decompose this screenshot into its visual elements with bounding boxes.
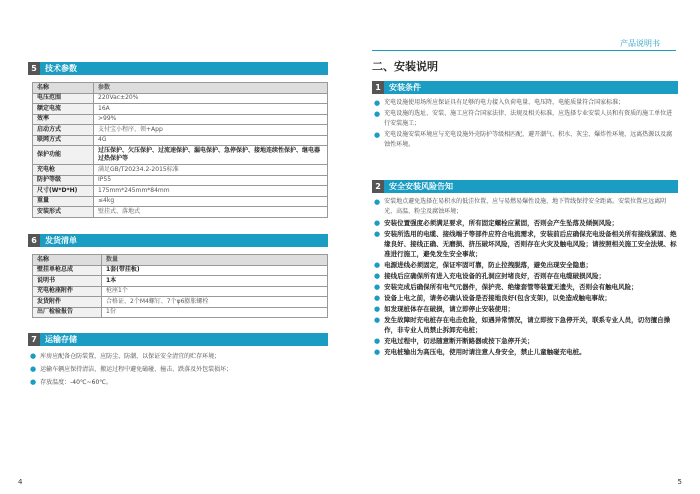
- list-item-text: 如发现桩体存在破损，请立即停止安装使用；: [384, 305, 515, 313]
- section-title: 安全安装风险告知: [389, 182, 453, 191]
- list-item: [374, 336, 678, 346]
- cell-key: 防护等级: [33, 175, 94, 186]
- section-header-shipping: [28, 234, 328, 247]
- list-item-text: 接线后应确保所有进入充电设备的孔洞应封堵良好，否则存在电缆破损风险；: [384, 272, 606, 280]
- table-row: [33, 276, 328, 287]
- cell-value: 枪座1个: [102, 286, 328, 297]
- list-item: [374, 315, 678, 335]
- list-item: [374, 197, 678, 217]
- list-item: [374, 229, 678, 259]
- shipping-table: [32, 254, 328, 318]
- section-title: 安装条件: [389, 83, 421, 92]
- cell-key: 壁挂单枪总成: [33, 265, 102, 276]
- table-row: [33, 297, 328, 308]
- document-header: 产品说明书: [620, 39, 660, 48]
- list-item-text: 安装位置强度必须满足要求，所有固定螺栓应紧固，否则会产生坠落及倾倒风险；: [384, 219, 619, 227]
- table-row: [33, 265, 328, 276]
- cell-key: 尺寸(W*D*H): [33, 186, 94, 197]
- list-item: [30, 365, 330, 374]
- bullet-icon: ●: [30, 378, 37, 386]
- cell-value: 4G: [94, 135, 328, 146]
- bullet-icon: ●: [374, 305, 381, 313]
- bullet-icon: ●: [374, 131, 381, 139]
- bullet-icon: ●: [374, 99, 381, 107]
- list-item-text: 安装所选用的电缆、接线端子等部件应符合电流需求，安装前后应确保充电设备相关所有接线紧固、绝缘良好、接线正确、无磨损、挤压破坏风险，否则存在火灾及触电风险；请按照相关施工安全法规、标准进行施工，避免发生安全事故；: [384, 230, 677, 258]
- section-number: 2: [372, 180, 384, 193]
- table-row: [33, 83, 328, 94]
- bullet-icon: ●: [374, 337, 381, 345]
- right-page: [350, 0, 700, 494]
- cell-value: ≤4kg: [94, 196, 328, 207]
- cell-value: IP55: [94, 175, 328, 186]
- list-item: [374, 347, 678, 357]
- section-header-risks: [372, 180, 678, 193]
- table-row: [33, 165, 328, 176]
- list-item-text: 充电设施的选址、安装、施工应符合国家法律、法规及相关标准，应选择专业安装人员和有资质的施工单位进行安装施工；: [384, 110, 673, 127]
- list-item-text: 安装完成后确保所有电气元器件，保护壳、绝缘套管等装置无遗失，否则会有触电风险；: [384, 283, 638, 291]
- list-item: [374, 282, 678, 292]
- header-divider: [372, 50, 676, 51]
- bullet-icon: ●: [374, 110, 381, 118]
- table-row: [33, 175, 328, 186]
- bullet-icon: ●: [374, 294, 381, 302]
- cell-key: 启动方式: [33, 125, 94, 136]
- list-item-text: 安装地点避免选择在易积水的低洼位置，应与易燃易爆性设施、地下管线保持安全距离。安装位置应远离阴光、高温、粉尘及腐蚀环境；: [384, 198, 667, 215]
- cell-value: 参数: [94, 83, 328, 94]
- cell-key: 重量: [33, 196, 94, 207]
- list-item-text: 电源进线必须固定，保证牢固可靠，防止拉拽脱落，避免出现安全隐患；: [384, 261, 593, 269]
- list-item: [374, 271, 678, 281]
- section-title: 技术参数: [45, 64, 77, 73]
- bullet-icon: ●: [374, 198, 381, 206]
- bullet-icon: ●: [374, 230, 381, 238]
- cell-value: 过压保护、欠压保护、过流速保护、漏电保护、急停保护、接地连续性保护、继电器过热保护等: [94, 146, 328, 165]
- cell-key: 充电枪座附件: [33, 286, 102, 297]
- cell-key: 名称: [33, 255, 102, 266]
- cell-value: 175mm*245mm*84mm: [94, 186, 328, 197]
- cell-value: 1本: [102, 276, 328, 287]
- table-row: [33, 255, 328, 266]
- cell-key: 发货附件: [33, 297, 102, 308]
- cell-key: 说明书: [33, 276, 102, 287]
- table-row: [33, 146, 328, 165]
- list-item: [374, 130, 678, 150]
- list-item: [374, 293, 678, 303]
- cell-value: 1份: [102, 307, 328, 318]
- cell-key: 效率: [33, 114, 94, 125]
- cell-key: 名称: [33, 83, 94, 94]
- list-item: [374, 98, 678, 108]
- list-item-text: 充电桩输出为高压电，使用时请注意人身安全，禁止儿童触碰充电桩。: [384, 348, 586, 356]
- bullet-icon: ●: [374, 283, 381, 291]
- section-number: 7: [28, 333, 40, 346]
- cell-value: 16A: [94, 104, 328, 115]
- bullet-icon: ●: [374, 261, 381, 269]
- list-item-text: 发生故障时充电桩存在电击危险，如遇异常情况，请立即按下急停开关，联系专业人员，切勿擅自操作，非专业人员禁止拆卸充电桩；: [384, 316, 671, 334]
- list-item-text: 库房应配备仓防装置，应防尘、防潮，以保证安全清宜的贮存环境；: [40, 353, 221, 360]
- list-item-text: 存放温度：-40℃~60℃。: [40, 379, 113, 386]
- list-item: [374, 109, 678, 129]
- list-item-text: 充电设施安装环境应与充电设施外壳防护等级相匹配，避开潮气、积水、灰尘、爆炸性环境，远离热源以及腐蚀性环境。: [384, 131, 673, 148]
- list-item-text: 充电设施使用场所应保证具有足够的电力接入负荷电量、电压降，电能质量符合国家标准；: [384, 99, 625, 106]
- spec-table: [32, 82, 328, 218]
- section-header-conditions: [372, 81, 678, 94]
- section-title: 运输存储: [45, 335, 77, 344]
- section-header-storage: [28, 333, 328, 346]
- cell-key: 额定电流: [33, 104, 94, 115]
- table-row: [33, 307, 328, 318]
- table-row: [33, 114, 328, 125]
- cell-value: 壁挂式、落地式: [94, 207, 328, 218]
- bullet-icon: ●: [374, 348, 381, 356]
- list-item-text: 充电过程中，切忌随意断开断路器或按下急停开关；: [384, 337, 534, 345]
- list-item: [374, 218, 678, 228]
- bullet-icon: ●: [374, 316, 381, 324]
- cell-value: 220Vac±20%: [94, 93, 328, 104]
- bullet-icon: ●: [30, 352, 37, 360]
- list-item: [30, 378, 330, 387]
- table-row: [33, 104, 328, 115]
- list-item: [374, 260, 678, 270]
- section-title: 发货清单: [45, 236, 77, 245]
- cell-key: 出厂检验报告: [33, 307, 102, 318]
- storage-list: [30, 352, 330, 391]
- section-number: 6: [28, 234, 40, 247]
- conditions-list: [374, 98, 678, 151]
- bullet-icon: ●: [374, 272, 381, 280]
- cell-key: 电压范围: [33, 93, 94, 104]
- bullet-icon: ●: [374, 219, 381, 227]
- cell-key: 充电枪: [33, 165, 94, 176]
- cell-key: 联网方式: [33, 135, 94, 146]
- list-item-text: 运输车辆应保持清洁，搬运过程中避免磕碰、撞击、跌落及外包装损坏；: [40, 366, 233, 373]
- cell-value: 数量: [102, 255, 328, 266]
- cell-value: >99%: [94, 114, 328, 125]
- section-header-specs: [28, 62, 328, 75]
- list-item: [374, 304, 678, 314]
- cell-value: 合格证、2个M4螺钉、7个φ6膨胀螺栓: [102, 297, 328, 308]
- list-item: [30, 352, 330, 361]
- risks-list: [374, 197, 678, 358]
- table-row: [33, 125, 328, 136]
- table-row: [33, 196, 328, 207]
- table-row: [33, 186, 328, 197]
- cell-key: 保护功能: [33, 146, 94, 165]
- chapter-title: 二、安装说明: [372, 60, 438, 73]
- table-row: [33, 207, 328, 218]
- cell-value: 支付宝小程序、领+App: [94, 125, 328, 136]
- bullet-icon: ●: [30, 365, 37, 373]
- section-number: 1: [372, 81, 384, 94]
- cell-value: 1套(带挂板): [102, 265, 328, 276]
- page-number: 4: [18, 478, 23, 486]
- list-item-text: 设备上电之前，请务必确认设备是否接地良好(包含支架)，以免造成触电事故；: [384, 294, 612, 302]
- table-row: [33, 135, 328, 146]
- section-number: 5: [28, 62, 40, 75]
- page-number: 5: [677, 478, 682, 486]
- cell-key: 安装形式: [33, 207, 94, 218]
- cell-value: 满足GB/T20234.2-2015标准: [94, 165, 328, 176]
- table-row: [33, 93, 328, 104]
- table-row: [33, 286, 328, 297]
